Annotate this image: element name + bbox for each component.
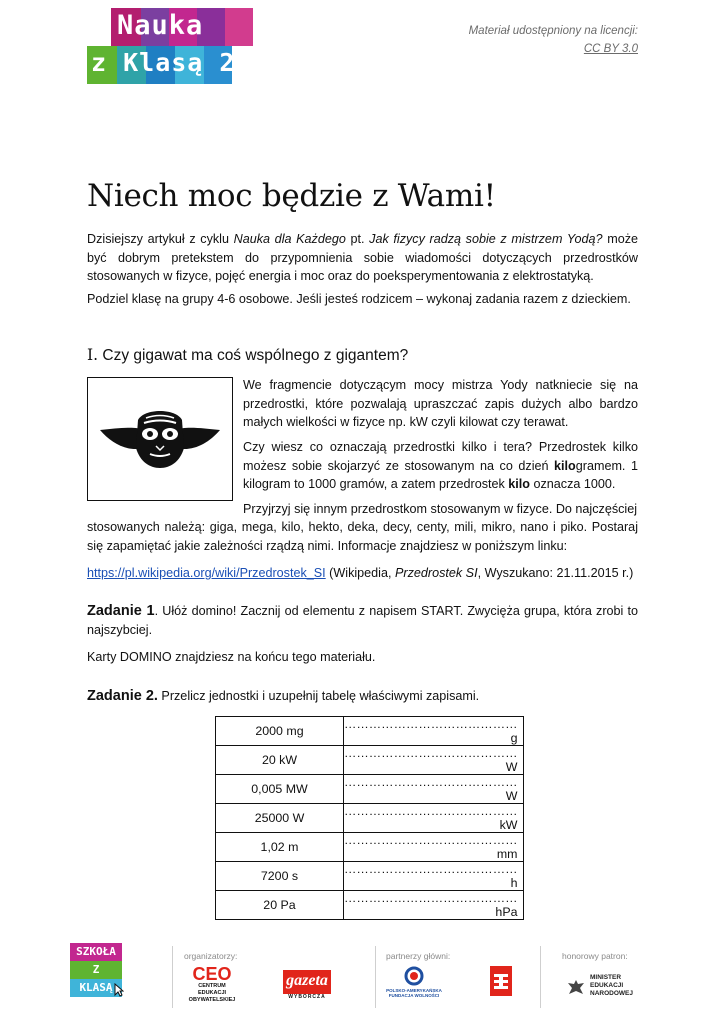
gazeta-logo: gazeta WYBORCZA (283, 970, 331, 994)
answer-blank[interactable]: ……………………………………mm (344, 833, 524, 862)
ceo-logo: CEO CENTRUM EDUKACJI OBYWATELSKIEJ (188, 964, 236, 1003)
partner-red-logo (490, 966, 512, 996)
unit-value: 0,005 MW (216, 775, 344, 804)
intro-paragraph: Dzisiejszy artykuł z cyklu Nauka dla Każdego pt. Jak fizycy radzą sobie z mistrzem Yodą? może być dobrym pretekstem do przypomnienia sobie wiadomości dotyczących przedrostków stosowanych w fizyce, pojęć energia i moc oraz do poeksperymentowania z elektrostatyką. (87, 232, 639, 284)
logo-line2: z Klasą 2.0 (91, 48, 268, 77)
table-row (216, 746, 524, 775)
eagle-emblem-icon (566, 978, 586, 1000)
table-row (216, 717, 524, 746)
cursor-icon (114, 983, 124, 997)
answer-blank[interactable]: ……………………………………hPa (344, 891, 524, 920)
answer-blank[interactable]: ……………………………………g (344, 717, 524, 746)
section-paragraph-3-line1: Przyjrzyj się innym przedrostkom stosowanym w fizyce. Do najczęściej (243, 502, 638, 516)
intro-groups: Podziel klasę na grupy 4-6 osobowe. Jeśli jesteś rodzicem – wykonaj zadania razem z dzieckiem. (87, 292, 631, 306)
section-paragraph-2: Czy wiesz co oznaczają przedrostki kilko i tera? Przedrostek kilko możesz sobie skojarzyć ze stosowanym na co dzień kilogramem. 1 kilogram to 1000 gramów, a zatem przedrostek kilo oznacza 1000. (243, 440, 638, 492)
table-row (216, 775, 524, 804)
table-row (216, 862, 524, 891)
section-paragraph-3: stosowanych należą: giga, mega, kilo, hekto, deka, decy, centy, mili, mikro, nano i piko. Postaraj się zapamiętać jakie zależności rządzą nimi. Informacje znajdziesz w poniższym linku: (87, 520, 638, 553)
table-row (216, 804, 524, 833)
minister-line2: EDUKACJI (590, 982, 624, 989)
patron-label: honorowy patron: (562, 951, 628, 961)
answer-blank[interactable]: ……………………………………W (344, 775, 524, 804)
pafw-logo: POLSKO-AMERYKAŃSKA FUNDACJA WOLNOŚCI (386, 966, 442, 1000)
task1-label: Zadanie 1 (87, 603, 155, 619)
units-table (215, 716, 524, 920)
organizers-label: organizatorzy: (184, 951, 238, 961)
answer-blank[interactable]: ……………………………………kW (344, 804, 524, 833)
footer-separator (172, 946, 173, 1008)
unit-value: 1,02 m (216, 833, 344, 862)
minister-logo (566, 974, 636, 1004)
logo-line1: Nauka (117, 10, 204, 41)
section-paragraph-1: We fragmencie dotyczącym mocy mistrza Yody natkniecie się na przedrostki, które pozwalają upraszczać zapis dużych albo bardzo małych wielkości w fizyce np. kW czyli kilowat czy terawat. (243, 378, 638, 430)
unit-value: 2000 mg (216, 717, 344, 746)
task1-note: Karty DOMINO znajdziesz na końcu tego materiału. (87, 650, 376, 664)
task2-paragraph: Zadanie 2. Przelicz jednostki i uzupełnij tabelę właściwymi zapisami. (87, 688, 480, 704)
nauka-z-klasa-logo (87, 8, 268, 84)
section-heading: I. Czy gigawat ma coś wspólnego z gigantem? (87, 346, 409, 364)
minister-line1: MINISTER (590, 974, 622, 981)
answer-blank[interactable]: ……………………………………W (344, 746, 524, 775)
szkola-z-klasa-logo (70, 943, 122, 1012)
partners-label: partnerzy główni: (386, 951, 451, 961)
partner-mark-icon (490, 966, 512, 996)
yoda-icon (88, 378, 232, 500)
table-row (216, 891, 524, 920)
unit-value: 25000 W (216, 804, 344, 833)
unit-value: 20 kW (216, 746, 344, 775)
szkola-logo-text: SZKOŁA Z KLASĄ 2.0 (76, 945, 116, 1012)
license-line1: Materiał udostępniony na licencji: (468, 25, 638, 37)
task1-paragraph: Zadanie 1. Ułóż domino! Zacznij od elementu z napisem START. Zwycięża grupa, która zrobi to najszybciej. (87, 603, 638, 637)
task2-label: Zadanie 2. (87, 688, 158, 704)
page-title: Niech moc będzie z Wami! (87, 178, 496, 214)
footer-separator (375, 946, 376, 1008)
license-note (469, 22, 638, 58)
yoda-image (87, 377, 233, 501)
answer-blank[interactable]: ……………………………………h (344, 862, 524, 891)
license-link[interactable]: CC BY 3.0 (583, 43, 638, 55)
unit-value: 20 Pa (216, 891, 344, 920)
minister-line3: NARODOWEJ (590, 990, 633, 997)
wiki-reference: https://pl.wikipedia.org/wiki/Przedrostek_SI (Wikipedia, Przedrostek SI, Wyszukano: 21.11.2015 r.) (87, 566, 634, 580)
pafw-emblem-icon (404, 966, 424, 986)
table-row (216, 833, 524, 862)
unit-value: 7200 s (216, 862, 344, 891)
wiki-link[interactable]: https://pl.wikipedia.org/wiki/Przedrostek_SI (87, 566, 326, 580)
footer-separator (540, 946, 541, 1008)
